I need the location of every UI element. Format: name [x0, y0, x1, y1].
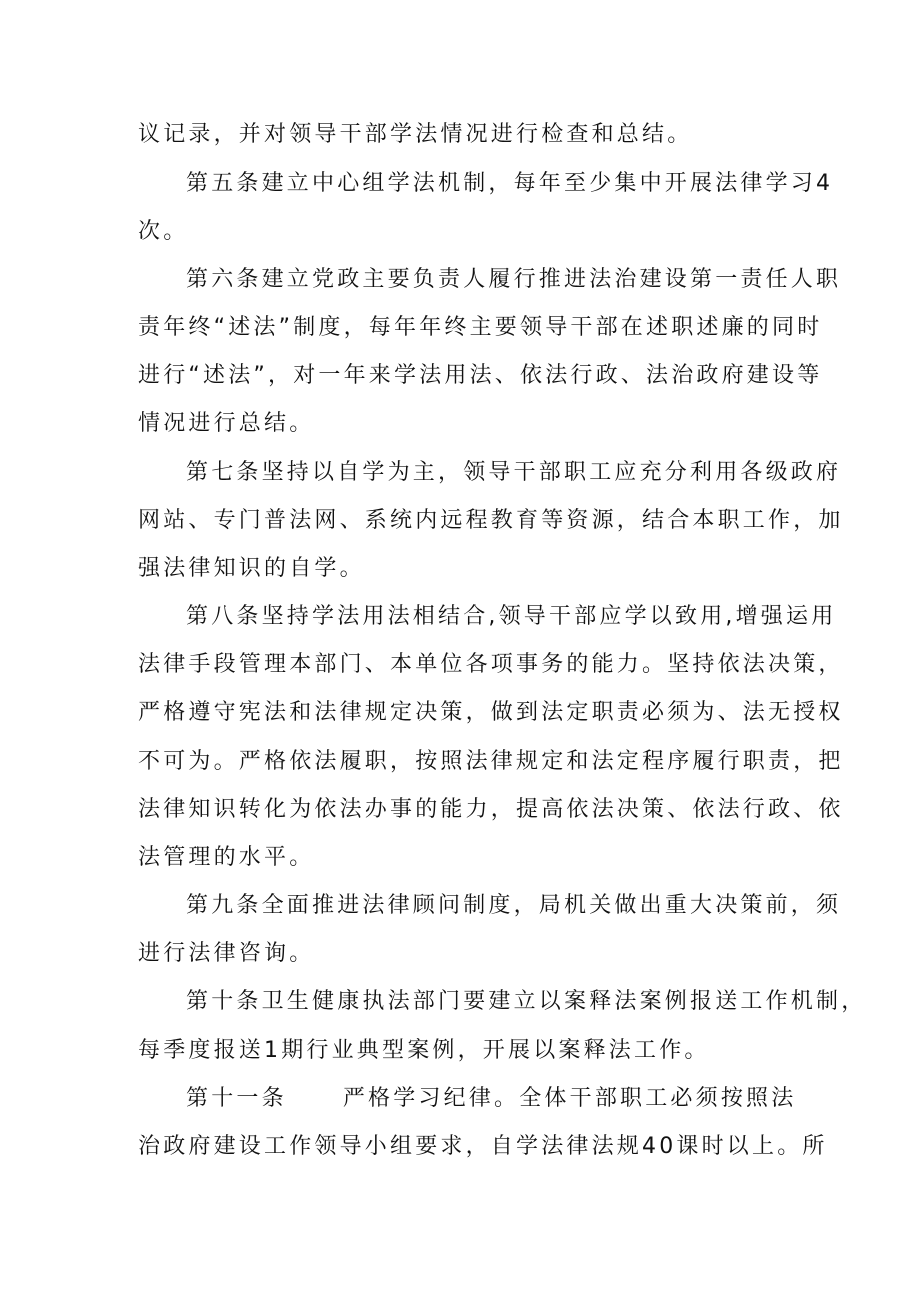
text-line: 每季度报送1期行业典型案例，开展以案释法工作。 — [138, 1038, 710, 1063]
text-line: 不可为。严格依法履职，按照法律规定和法定程序履行职责，把 — [138, 749, 844, 774]
text-line: 责年终“述法”制度，每年年终主要领导干部在述职述廉的同时 — [138, 315, 823, 340]
text-line: 法管理的水平。 — [138, 845, 315, 870]
paragraph-article-8-line: 第八条坚持学法用法相结合,领导干部应学以致用,增强运用 — [186, 604, 837, 629]
article-11-text: 严格学习纪律。全体干部职工必须按照法 — [342, 1086, 797, 1111]
text-line: 进行法律咨询。 — [138, 941, 315, 966]
paragraph-article-11-line — [186, 1084, 796, 1114]
paragraph-article-10-line: 第十条卫生健康执法部门要建立以案释法案例报送工作机制， — [186, 989, 867, 1014]
text-line: 法律手段管理本部门、本单位各项事务的能力。坚持依法决策， — [138, 652, 844, 677]
text-line: 次。 — [138, 219, 189, 244]
text-line: 强法律知识的自学。 — [138, 556, 365, 581]
paragraph-article-6-line: 第六条建立党政主要负责人履行推进法治建设第一责任人职 — [186, 267, 842, 292]
paragraph-article-9-line: 第九条全面推进法律顾问制度，局机关做出重大决策前，须 — [186, 893, 842, 918]
article-11-number: 第十一条 — [186, 1086, 287, 1111]
text-line: 情况进行总结。 — [138, 411, 315, 436]
text-line: 进行“述法”，对一年来学法用法、依法行政、法治政府建设等 — [138, 363, 823, 388]
text-line: 法律知识转化为依法办事的能力，提高依法决策、依法行政、依 — [138, 797, 844, 822]
text-line: 网站、专门普法网、系统内远程教育等资源，结合本职工作，加 — [138, 508, 844, 533]
text-line: 治政府建设工作领导小组要求，自学法律法规40课时以上。所 — [138, 1134, 828, 1159]
text-line: 严格遵守宪法和法律规定决策，做到法定职责必须为、法无授权 — [138, 700, 844, 725]
paragraph-article-5-line: 第五条建立中心组学法机制，每年至少集中开展法律学习4 — [186, 171, 834, 196]
text-line: 议记录，并对领导干部学法情况进行检查和总结。 — [138, 122, 693, 147]
paragraph-article-7-line: 第七条坚持以自学为主，领导干部职工应充分利用各级政府 — [186, 460, 842, 485]
